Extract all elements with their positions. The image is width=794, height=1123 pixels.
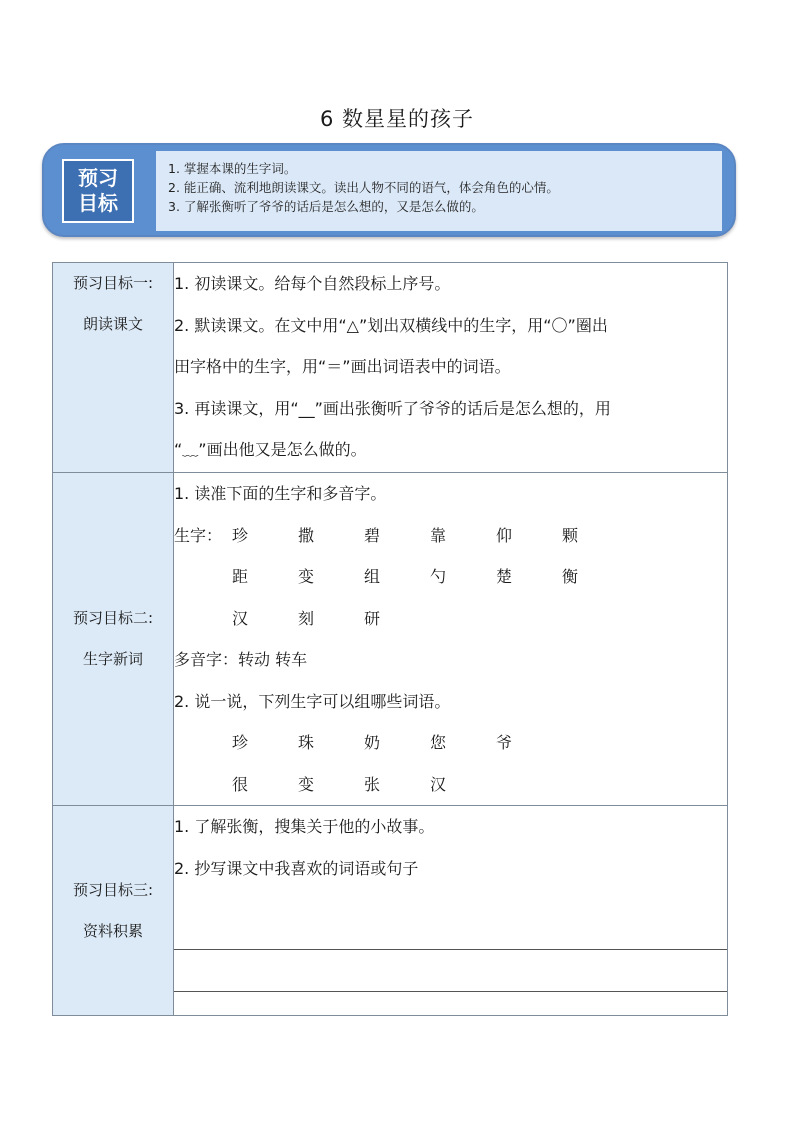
writing-line[interactable] — [174, 991, 727, 992]
character: 汉 — [232, 608, 249, 628]
row-content — [174, 263, 728, 473]
character: 刻 — [298, 608, 315, 628]
character: 爷 — [496, 733, 513, 752]
character: 珍 — [232, 525, 249, 545]
badge-line-2: 目标 — [78, 191, 118, 215]
goals-badge — [62, 159, 134, 223]
table-row — [53, 806, 728, 1016]
character: 研 — [364, 608, 381, 628]
row-label — [53, 473, 174, 806]
table-row — [53, 473, 728, 806]
character: 很 — [232, 774, 249, 794]
character: 变 — [298, 567, 315, 586]
character: 碧 — [364, 525, 381, 545]
instruction-line: 1. 了解张衡，搜集关于他的小故事。 — [174, 817, 435, 836]
row-content — [174, 473, 728, 806]
row-label — [53, 263, 174, 473]
instruction-line: 2. 默读课文。在文中用“△”划出双横线中的生字，用“〇”圈出 — [174, 315, 608, 335]
word-characters-row — [174, 764, 727, 806]
character: 距 — [232, 567, 249, 586]
instruction-line: 田字格中的生字，用“＝”画出词语表中的词语。 — [174, 357, 511, 376]
badge-line-1: 预习 — [78, 166, 118, 190]
row-label — [53, 806, 174, 1016]
character: 衡 — [562, 567, 579, 586]
new-characters-row — [174, 515, 727, 557]
new-characters-row — [174, 556, 727, 598]
character: 珠 — [298, 733, 315, 752]
character: 组 — [364, 567, 381, 586]
row-label-line-2: 资料积累 — [82, 921, 143, 940]
characters-prefix: 生字： — [174, 525, 223, 545]
instruction-line: 1. 读准下面的生字和多音字。 — [174, 484, 387, 503]
character: 楚 — [496, 567, 513, 586]
row-label-line-1: 预习目标三: — [72, 880, 154, 899]
writing-space — [174, 889, 727, 949]
character: 您 — [430, 733, 447, 752]
character: 变 — [298, 774, 315, 794]
instruction-line: 2. 说一说，下列生字可以组哪些词语。 — [174, 691, 451, 711]
row-label-line-2: 朗读课文 — [82, 315, 143, 333]
preview-table — [52, 262, 728, 1016]
character: 汉 — [430, 774, 447, 794]
instruction-line: “﹏”画出他又是怎么做的。 — [174, 440, 367, 459]
writing-space — [174, 950, 727, 991]
character: 奶 — [364, 733, 381, 752]
character: 颗 — [562, 525, 579, 545]
character: 勺 — [430, 567, 447, 586]
row-label-line-1: 预习目标二: — [72, 609, 154, 627]
goal-item: 1. 掌握本课的生字词。 — [168, 161, 297, 176]
goals-list — [156, 151, 722, 231]
new-characters-row — [174, 598, 727, 640]
character: 仰 — [496, 525, 513, 545]
page-title: 6 数星星的孩子 — [319, 107, 475, 131]
character: 珍 — [232, 733, 249, 752]
instruction-line: 3. 再读课文，用“__”画出张衡听了爷爷的话后是怎么想的，用 — [174, 398, 611, 418]
word-characters-row — [174, 722, 727, 764]
goal-item: 2. 能正确、流利地朗读课文。读出人物不同的语气，体会角色的心情。 — [168, 180, 559, 195]
polyphone-line: 多音字：转动 转车 — [174, 650, 308, 669]
row-label-line-2: 生字新词 — [82, 650, 143, 668]
character: 靠 — [430, 525, 447, 545]
row-content — [174, 806, 728, 1016]
row-label-line-1: 预习目标一: — [72, 274, 154, 292]
goal-item: 3. 了解张衡听了爷爷的话后是怎么想的，又是怎么做的。 — [168, 199, 484, 214]
table-row — [53, 263, 728, 473]
instruction-line: 1. 初读课文。给每个自然段标上序号。 — [174, 274, 451, 293]
character: 撒 — [298, 525, 315, 545]
instruction-line: 2. 抄写课文中我喜欢的词语或句子 — [174, 858, 419, 878]
preview-goals-banner — [42, 143, 736, 237]
character: 张 — [364, 774, 381, 794]
